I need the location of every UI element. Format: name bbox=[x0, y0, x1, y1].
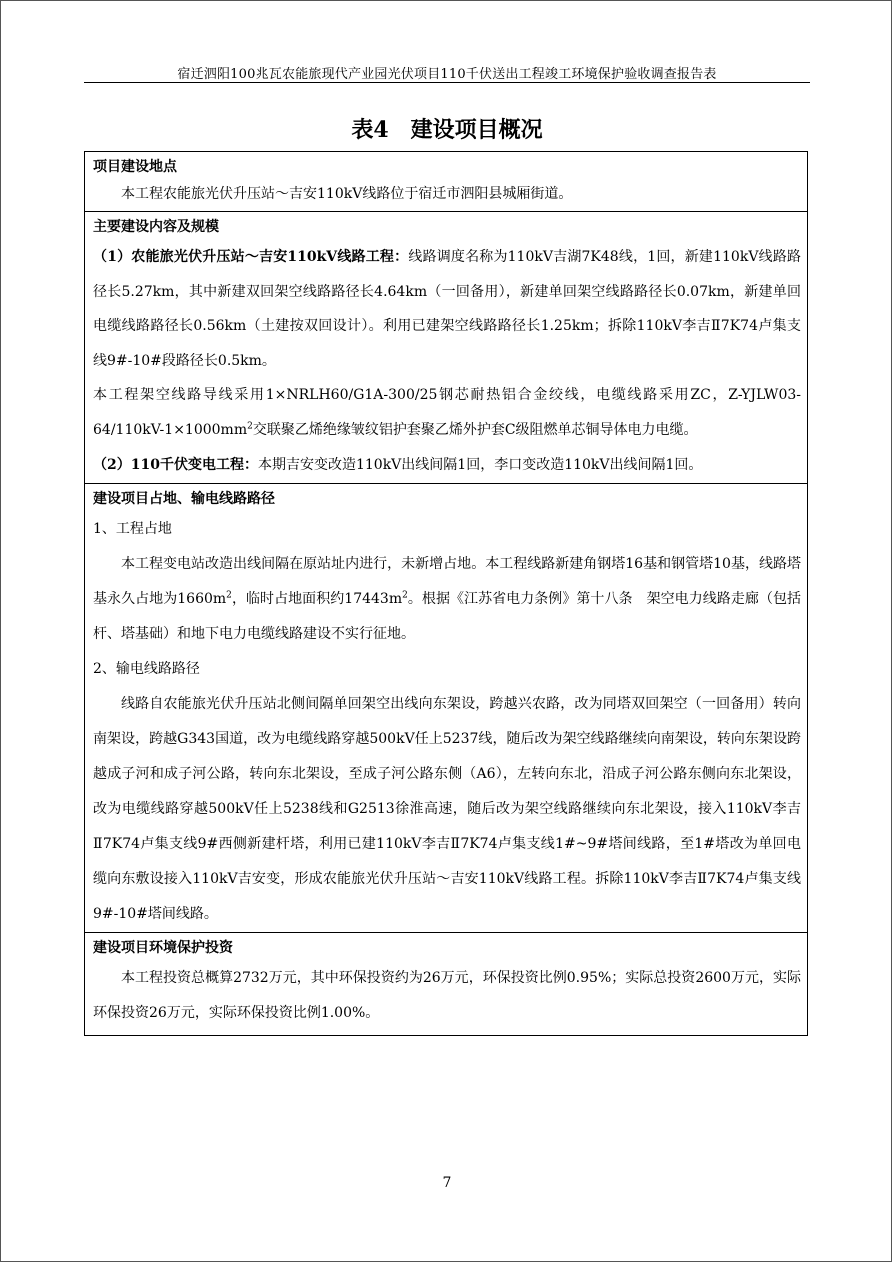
subheading-land: 1、工程占地 bbox=[93, 521, 172, 538]
superscript: 2 bbox=[402, 590, 408, 601]
section-content-scale bbox=[85, 211, 807, 483]
item2-text: 本期吉安变改造110kV出线间隔1回，李口变改造110kV出线间隔1回。 bbox=[257, 456, 703, 473]
land-text: 本工程变电站改造出线间隔在原站址内进行，未新增占地。本工程线路新建角钢塔16基和钢管塔10基，线路塔基永久占地为1660m bbox=[93, 556, 801, 608]
location-text: 本工程农能旅光伏升压站～吉安110kV线路位于宿迁市泗阳县城厢街道。 bbox=[121, 186, 573, 202]
conductor-text-cont: 交联聚乙烯绝缘皱纹铝护套聚乙烯外护套C级阻燃单芯铜导体电力电缆。 bbox=[252, 421, 698, 438]
item1-paragraph bbox=[85, 240, 807, 378]
conductor-text: 本工程架空线路导线采用1×NRLH60/G1A-300/25钢芯耐热铝合金绞线，电缆线路采用ZC，Z-YJLW03-64/110kV-1×1000mm bbox=[93, 387, 801, 438]
item1-text: 线路调度名称为110kV吉湖7K48线，1回，新建110kV线路路径长5.27km，其中新建双回架空线路路径长4.64km（一回备用），新建单回架空线路路径长0.07km，新建单回电缆线路路径长0.56km（土建按双回设计）。利用已建架空线路路径长1.25km；拆除110kV李吉Ⅱ7K74卢集支线9#-10#段路径长0.5km。 bbox=[93, 249, 801, 369]
land-text-end: 。根据《江苏省电力条例》第十八条 架空电力线路走廊（包括杆、塔基础）和地下电力电缆线路建设不实行征地。 bbox=[93, 591, 802, 643]
superscript: 2 bbox=[247, 421, 253, 432]
section-heading: 主要建设内容及规模 bbox=[93, 219, 219, 235]
project-overview-table bbox=[84, 151, 808, 1036]
item2-label: （2）110千伏变电工程： bbox=[93, 456, 258, 473]
table-title: 表4 建设项目概况 bbox=[351, 117, 543, 143]
running-header: 宿迁泗阳100兆瓦农能旅现代产业园光伏项目110千伏送出工程竣工环境保护验收调查报告表 bbox=[177, 67, 717, 82]
route-paragraph: 线路自农能旅光伏升压站北侧间隔单回架空出线向东架设，跨越兴农路，改为同塔双回架空（一回备用）转向南架设，跨越G343国道，改为电缆线路穿越500kV任上5237线，随后改为架空线路继续向南架设，转向东架设跨越成子河和成子河公路，转向东北架设，至成子河公路东侧（A6），左转向东北，沿成子河公路东侧向东北架设，改为电缆线路穿越500kV任上5238线和G2513徐淮高速，随后改为架空线路继续向东北架设，接入110kV李吉Ⅱ7K74卢集支线9#西侧新建杆塔，利用已建110kV李吉Ⅱ7K74卢集支线1#~9#塔间线路，至1#塔改为单回电缆向东敷设接入110kV吉安变，形成农能旅光伏升压站～吉安110kV线路工程。拆除110kV李吉Ⅱ7K74卢集支线9#-10#塔间线路。 bbox=[93, 696, 801, 923]
section-land-route bbox=[85, 483, 807, 932]
section-heading: 建设项目环境保护投资 bbox=[93, 940, 233, 957]
conductor-paragraph bbox=[85, 378, 807, 447]
section-location bbox=[85, 152, 807, 211]
page-number: 7 bbox=[442, 1175, 452, 1191]
header-rule bbox=[84, 82, 810, 83]
section-investment bbox=[85, 932, 807, 1035]
investment-paragraph: 本工程投资总概算2732万元，其中环保投资约为26万元，环保投资比例0.95%；实际总投资2600万元，实际环保投资26万元，实际环保投资比例1.00%。 bbox=[93, 970, 801, 1022]
item2-paragraph bbox=[85, 448, 807, 483]
superscript: 2 bbox=[226, 590, 232, 601]
section-heading: 项目建设地点 bbox=[93, 159, 177, 175]
item1-label: （1）农能旅光伏升压站～吉安110kV线路工程： bbox=[93, 249, 409, 265]
subheading-route: 2、输电线路路径 bbox=[93, 661, 200, 678]
land-text-cont: ，临时占地面积约17443m bbox=[231, 591, 403, 608]
section-heading: 建设项目占地、输电线路路径 bbox=[93, 491, 275, 508]
land-paragraph bbox=[85, 547, 807, 652]
